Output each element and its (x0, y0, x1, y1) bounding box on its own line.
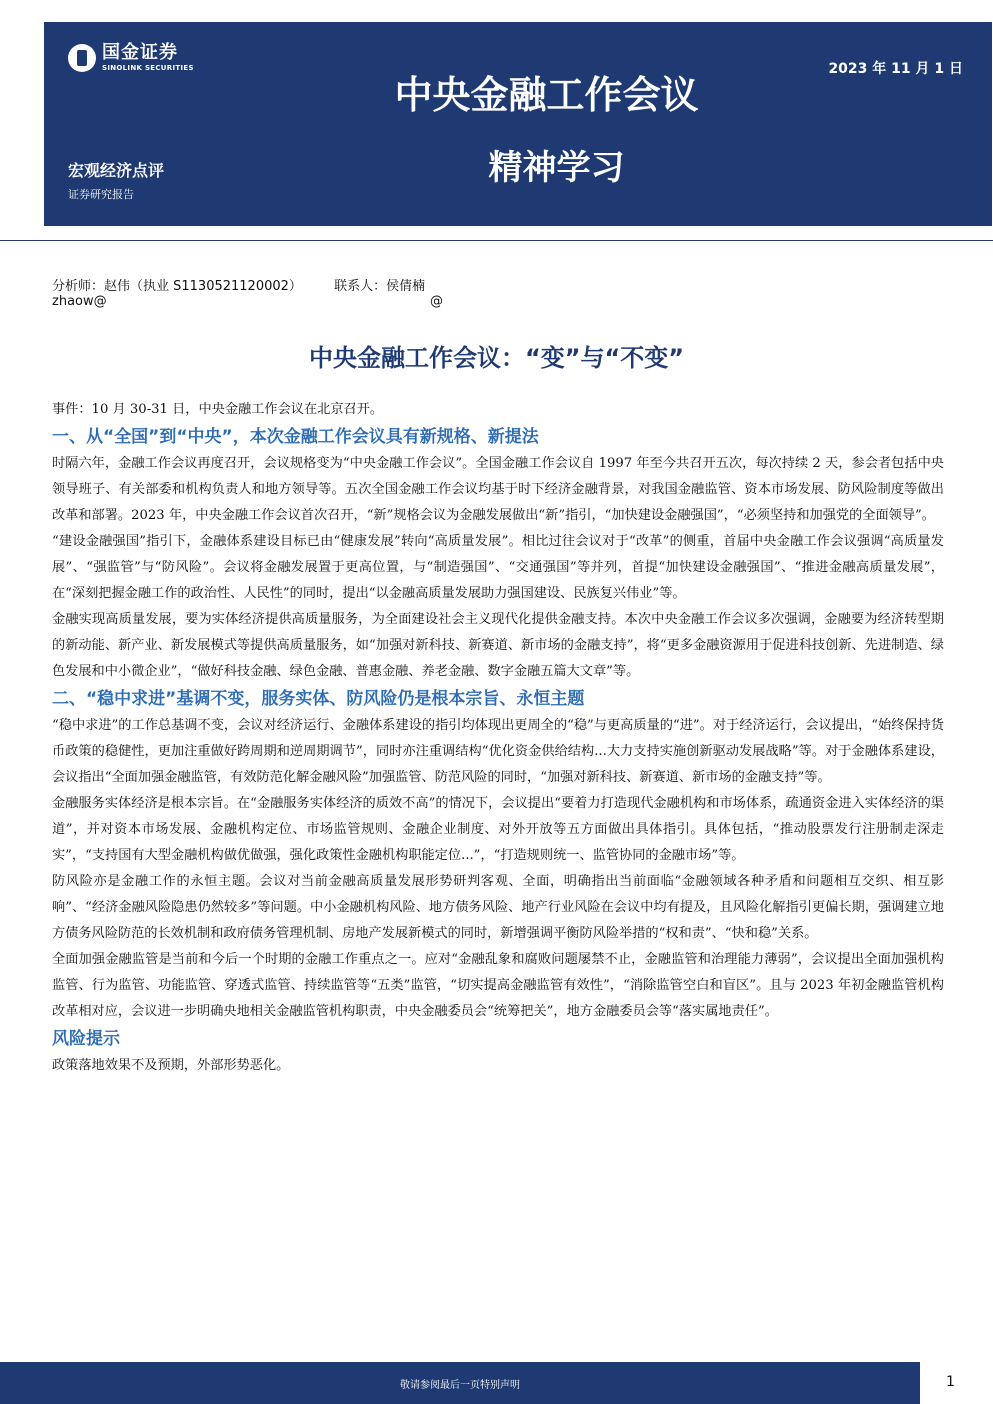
section1-heading: 一、从“全国”到“中央”，本次金融工作会议具有新规格、新提法 (52, 427, 539, 447)
email-line (52, 294, 472, 309)
analyst-email[interactable]: zhaow@ (52, 294, 107, 309)
paragraph-4: “稳中求进”的工作总基调不变，会议对经济运行、金融体系建设的指引均体现出更周全的“稳”与更高质量的“进”。对于经济运行，会议提出，“始终保持货币政策的稳健性，更加注重做好跨周期和逆周期调节”，同时亦注重调结构“优化资金供给结构...大力支持实施创新驱动发展战略”等。对于金融体系建设，会议指出“全面加强金融监管，有效防范化解金融风险”加强监管、防范风险的同时，“加强对新科技、新赛道、新市场的金融支持”等。 (52, 718, 944, 785)
analyst-name: 分析师：赵伟（执业 S1130521120002） (52, 279, 302, 294)
report-date: 2023 年 11 月 1 日 (828, 61, 963, 77)
report-title-line2: 精神学习 (488, 148, 625, 188)
paragraph-7: 全面加强金融监管是当前和今后一个时期的金融工作重点之一。应对“金融乱象和腐败问题屡禁不止，金融监管和治理能力薄弱”，会议提出全面加强机构监管、行为监管、功能监管、穿透式监管、持续监管等“五类”监管，“切实提高金融监管有效性”，“消除监管空白和盲区”。且与 2023 年初金融监管机构改革相对应，会议进一步明确央地相关金融监管机构职责，中央金融委员会“统筹把关”，地方金融委员会等“落实属地责任”。 (52, 952, 944, 1019)
article-body (52, 397, 944, 1079)
report-category: 宏观经济点评 (68, 161, 165, 180)
header-divider (0, 240, 993, 241)
section2-heading: 二、“稳中求进”基调不变，服务实体、防风险仍是根本宗旨、永恒主题 (52, 689, 585, 709)
paragraph-6: 防风险亦是金融工作的永恒主题。会议对当前金融高质量发展形势研判客观、全面，明确指出当前面临“金融领域各种矛盾和问题相互交织、相互影响”、“经济金融风险隐患仍然较多”等问题。中小金融机构风险、地方债务风险、地产行业风险在会议中均有提及，且风险化解指引更偏长期，强调建立地方债务风险防范的长效机制和政府债务管理机制、房地产发展新模式的同时，新增强调平衡防风险举措的“权和责”、“快和稳”关系。 (52, 874, 944, 941)
author-line (52, 275, 453, 294)
article-headline: 中央金融工作会议：“变”与“不变” (308, 344, 685, 372)
report-subcategory: 证券研究报告 (68, 188, 134, 201)
paragraph-5: 金融服务实体经济是根本宗旨。在“金融服务实体经济的质效不高”的情况下，会议提出“要着力打造现代金融机构和市场体系，疏通资金进入实体经济的渠道”，并对资本市场发展、金融机构定位、市场监管规则、金融企业制度、对外开放等五方面做出具体指引。具体包括，“推动股票发行注册制走深走实”，“支持国有大型金融机构做优做强，强化政策性金融机构职能定位...”，“打造规则统一、监管协同的金融市场”等。 (52, 796, 944, 863)
logo-chinese-name: 国金证券 (102, 42, 178, 63)
event-paragraph: 事件：10 月 30-31 日，中央金融工作会议在北京召开。 (52, 402, 384, 417)
contact-name: 联系人：侯倩楠 (334, 279, 426, 294)
logo-english-name: SINOLINK SECURITIES (102, 64, 194, 72)
footer-notice: 敬请参阅最后一页特别声明 (400, 1380, 520, 1391)
contact-email[interactable]: @ (430, 294, 443, 309)
risk-text: 政策落地效果不及预期，外部形势恶化。 (52, 1058, 290, 1073)
page-number: 1 (946, 1374, 955, 1390)
paragraph-3: 金融实现高质量发展，要为实体经济提供高质量服务，为全面建设社会主义现代化提供金融支持。本次中央金融工作会议多次强调，金融要为经济转型期的新动能、新产业、新发展模式等提供高质量服务，如“加强对新科技、新赛道、新市场的金融支持”，将“更多金融资源用于促进科技创新、先进制造、绿色发展和中小微企业”，“做好科技金融、绿色金融、普惠金融、养老金融、数字金融五篇大文章”等。 (52, 612, 944, 679)
report-title-line1: 中央金融工作会议 (394, 73, 699, 117)
risk-heading: 风险提示 (52, 1029, 120, 1049)
paragraph-1: 时隔六年，金融工作会议再度召开，会议规格变为“中央金融工作会议”。全国金融工作会议自 1997 年至今共召开五次，每次持续 2 天，参会者包括中央领导班子、有关部委和机构负责人和地方领导等。五次全国金融工作会议均基于时下经济金融背景，对我国金融监管、资本市场发展、防风险制度等做出改革和部署。2023 年，中央金融工作会议首次召开，“新”规格会议为金融发展做出“新”指引，“加快建设金融强国”，“必须坚持和加强党的全面领导”。 (52, 456, 944, 523)
paragraph-2: “建设金融强国”指引下，金融体系建设目标已由“健康发展”转向“高质量发展”。相比过往会议对于“改革”的侧重，首届中央金融工作会议强调“高质量发展”、“强监管”与“防风险”。会议将金融发展置于更高位置，与“制造强国”、“交通强国”等并列，首提“加快建设金融强国”、“推进金融高质量发展”，在“深刻把握金融工作的政治性、人民性”的同时，提出“以金融高质量发展助力强国建设、民族复兴伟业”等。 (52, 534, 944, 601)
